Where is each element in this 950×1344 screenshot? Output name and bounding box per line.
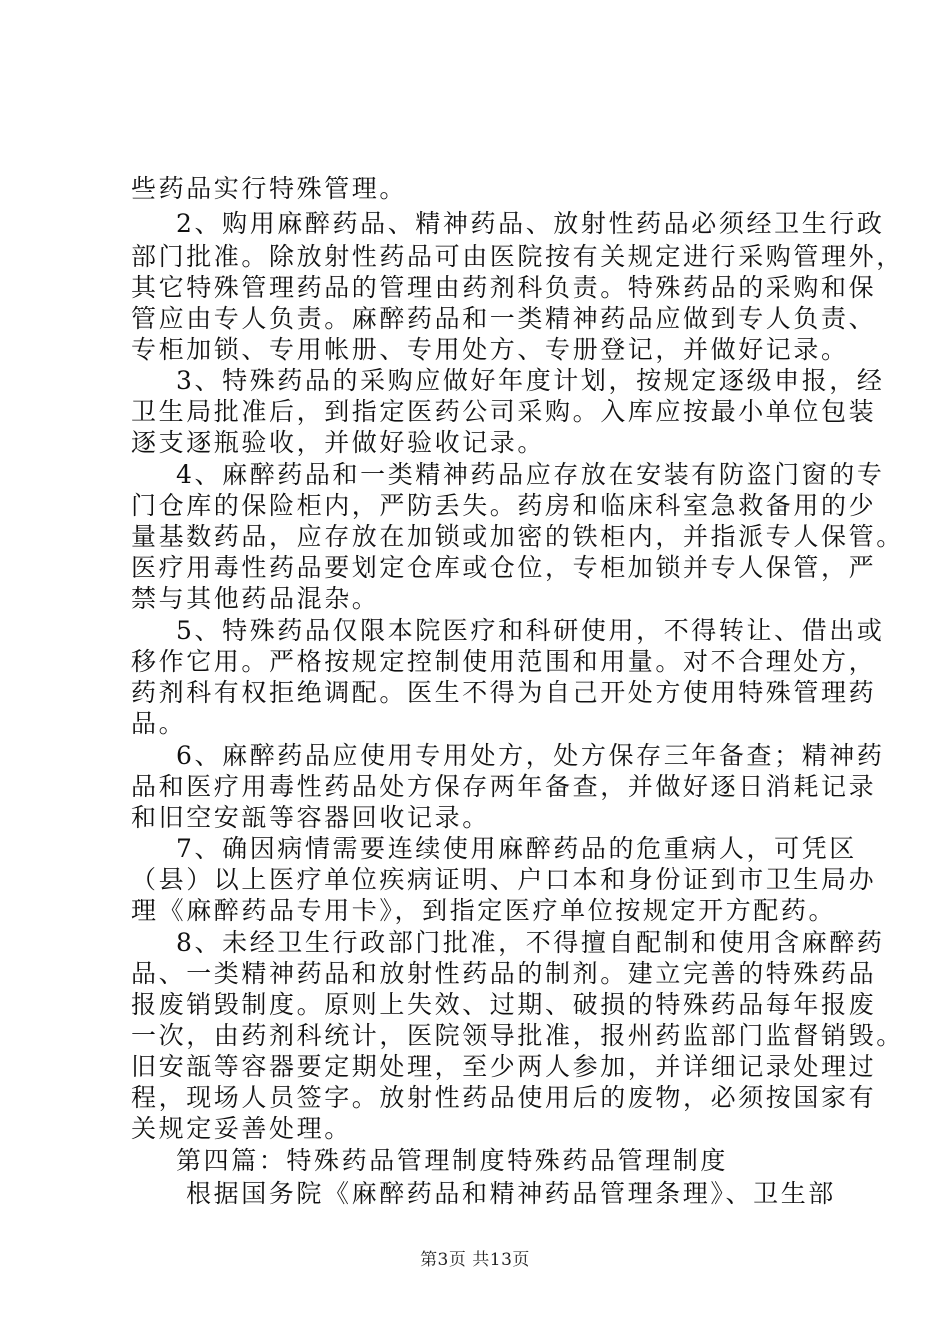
text-line: 品和医疗用毒性药品处方保存两年备查，并做好逐日消耗记录 bbox=[131, 772, 877, 801]
text-line: 禁与其他药品混杂。 bbox=[131, 584, 380, 613]
text-line: 药剂科有权拒绝调配。医生不得为自己开处方使用特殊管理药 bbox=[131, 678, 877, 707]
text-line: 报废销毁制度。原则上失效、过期、破损的特殊药品每年报废 bbox=[131, 990, 877, 1019]
text-line: 根据国务院《麻醉药品和精神药品管理条理》、卫生部 bbox=[186, 1179, 836, 1208]
text-line: （县）以上医疗单位疾病证明、户口本和身份证到市卫生局办 bbox=[131, 865, 877, 894]
text-line: 专柜加锁、专用帐册、专用处方、专册登记，并做好记录。 bbox=[131, 335, 849, 364]
text-line: 医疗用毒性药品要划定仓库或仓位，专柜加锁并专人保管，严 bbox=[131, 553, 877, 582]
text-line: 3、特殊药品的采购应做好年度计划，按规定逐级申报，经 bbox=[176, 366, 885, 395]
text-line: 6、麻醉药品应使用专用处方，处方保存三年备查；精神药 bbox=[176, 741, 885, 770]
text-line: 一次，由药剂科统计，医院领导批准，报州药监部门监督销毁。 bbox=[131, 1021, 904, 1050]
text-line: 理《麻醉药品专用卡》，到指定医疗单位按规定开方配药。 bbox=[131, 896, 837, 925]
text-line: 管应由专人负责。麻醉药品和一类精神药品应做到专人负责、 bbox=[131, 304, 877, 333]
text-line: 旧安瓿等容器要定期处理，至少两人参加，并详细记录处理过 bbox=[131, 1052, 877, 1081]
text-line: 量基数药品，应存放在加锁或加密的铁柜内，并指派专人保管。 bbox=[131, 522, 904, 551]
section-heading: 第四篇：特殊药品管理制度特殊药品管理制度 bbox=[176, 1146, 729, 1175]
text-line: 品、一类精神药品和放射性药品的制剂。建立完善的特殊药品 bbox=[131, 959, 877, 988]
text-line: 4、麻醉药品和一类精神药品应存放在安装有防盗门窗的专 bbox=[176, 460, 885, 489]
text-line: 卫生局批准后，到指定医药公司采购。入库应按最小单位包装 bbox=[131, 397, 877, 426]
text-line: 和旧空安瓿等容器回收记录。 bbox=[131, 803, 490, 832]
text-line: 部门批准。除放射性药品可由医院按有关规定进行采购管理外， bbox=[131, 242, 904, 271]
text-line: 其它特殊管理药品的管理由药剂科负责。特殊药品的采购和保 bbox=[131, 273, 877, 302]
text-line: 5、特殊药品仅限本院医疗和科研使用，不得转让、借出或 bbox=[176, 616, 885, 645]
text-line: 些药品实行特殊管理。 bbox=[131, 174, 408, 203]
text-line: 移作它用。严格按规定控制使用范围和用量。对不合理处方， bbox=[131, 647, 877, 676]
text-line: 8、未经卫生行政部门批准，不得擅自配制和使用含麻醉药 bbox=[176, 928, 885, 957]
text-line: 品。 bbox=[131, 709, 187, 738]
text-line: 程，现场人员签字。放射性药品使用后的废物，必须按国家有 bbox=[131, 1083, 877, 1112]
text-line: 关规定妥善处理。 bbox=[131, 1114, 352, 1143]
text-line: 门仓库的保险柜内，严防丢失。药房和临床科室急救备用的少 bbox=[131, 491, 877, 520]
text-line: 7、确因病情需要连续使用麻醉药品的危重病人，可凭区 bbox=[176, 834, 857, 863]
text-line: 2、购用麻醉药品、精神药品、放射性药品必须经卫生行政 bbox=[176, 209, 885, 238]
text-line: 逐支逐瓶验收，并做好验收记录。 bbox=[131, 428, 546, 457]
page-number: 第3页 共13页 bbox=[420, 1250, 530, 1270]
